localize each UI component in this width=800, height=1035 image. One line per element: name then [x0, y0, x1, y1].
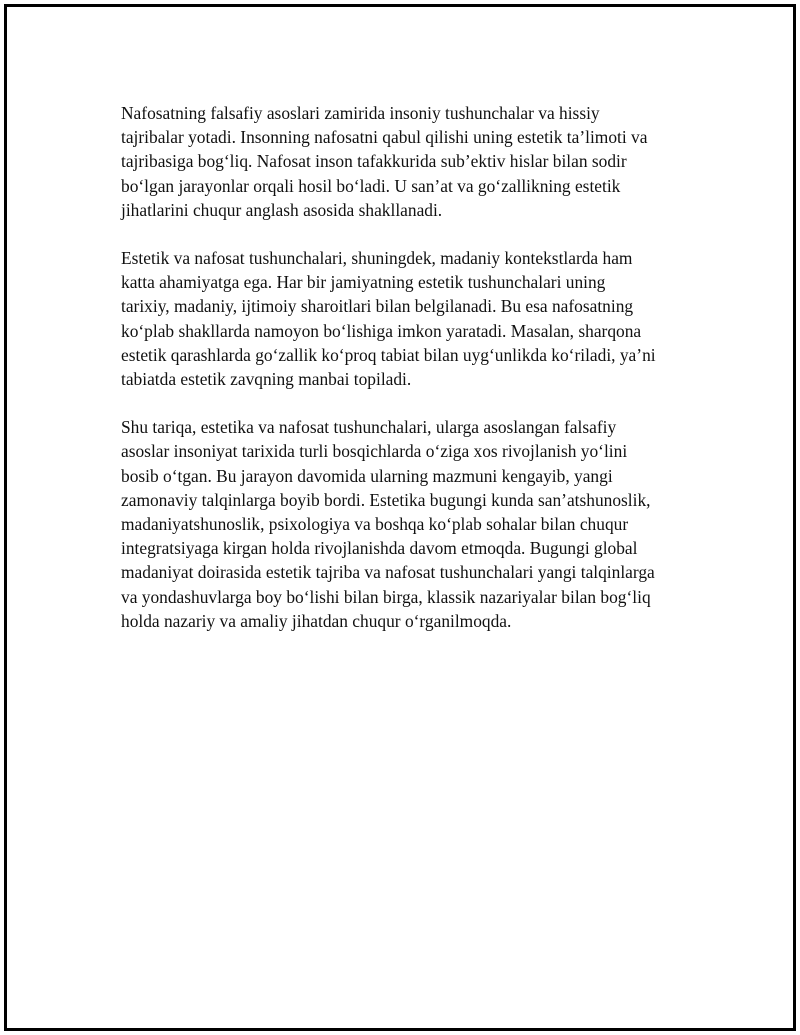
paragraph-line: tarixiy, madaniy, ijtimoiy sharoitlari bilan belgilanadi. Bu esa nafosatning	[121, 296, 634, 317]
paragraph-line: Nafosatning falsafiy asoslari zamirida insoniy tushunchalar va hissiy	[121, 103, 600, 123]
page-frame	[4, 4, 796, 1031]
paragraph-line: tajribalar yotadi. Insonning nafosatni qabul qilishi uning estetik ta’limoti va	[121, 127, 648, 148]
paragraph-line: madaniyatshunoslik, psixologiya va boshqa ko‘plab sohalar bilan chuqur	[121, 514, 629, 535]
paragraph-3	[121, 415, 711, 633]
paragraph-line: asoslar insoniyat tarixida turli bosqichlarda o‘ziga xos rivojlanish yo‘lini	[121, 441, 628, 462]
paragraph-line: holda nazariy va amaliy jihatdan chuqur o‘rganilmoqda.	[121, 610, 512, 631]
paragraph-line: bo‘lgan jarayonlar orqali hosil bo‘ladi. U san’at va go‘zallikning estetik	[121, 175, 621, 196]
paragraph-line: tabiatda estetik zavqning manbai topiladi.	[121, 369, 412, 390]
paragraph-line: katta ahamiyatga ega. Har bir jamiyatning estetik tushunchalari uning	[121, 272, 606, 293]
paragraph-line: tajribasiga bog‘liq. Nafosat inson tafakkurida sub’ektiv hislar bilan sodir	[121, 151, 627, 172]
paragraph-line: integratsiyaga kirgan holda rivojlanishda davom etmoqda. Bugungi global	[121, 538, 638, 559]
paragraph-line: Estetik va nafosat tushunchalari, shuningdek, madaniy kontekstlarda ham	[121, 248, 633, 269]
paragraph-line: bosib o‘tgan. Bu jarayon davomida ularning mazmuni kengayib, yangi	[121, 465, 613, 486]
paragraph-1	[121, 101, 711, 222]
paragraph-line: jihatlarini chuqur anglash asosida shakllanadi.	[121, 199, 443, 220]
paragraph-line: ko‘plab shakllarda namoyon bo‘lishiga imkon yaratadi. Masalan, sharqona	[121, 320, 642, 341]
document-body	[121, 101, 711, 657]
paragraph-line: va yondashuvlarga boy bo‘lishi bilan birga, klassik nazariyalar bilan bog‘liq	[121, 586, 651, 607]
paragraph-line: zamonaviy talqinlarga boyib bordi. Estetika bugungi kunda san’atshunoslik,	[121, 489, 651, 510]
paragraph-line: Shu tariqa, estetika va nafosat tushunchalari, ularga asoslangan falsafiy	[121, 417, 617, 438]
paragraph-line: estetik qarashlarda go‘zallik ko‘proq tabiat bilan uyg‘unlikda ko‘riladi, ya’ni	[121, 344, 656, 365]
paragraph-2	[121, 246, 711, 391]
paragraph-line: madaniyat doirasida estetik tajriba va nafosat tushunchalari yangi talqinlarga	[121, 562, 655, 583]
